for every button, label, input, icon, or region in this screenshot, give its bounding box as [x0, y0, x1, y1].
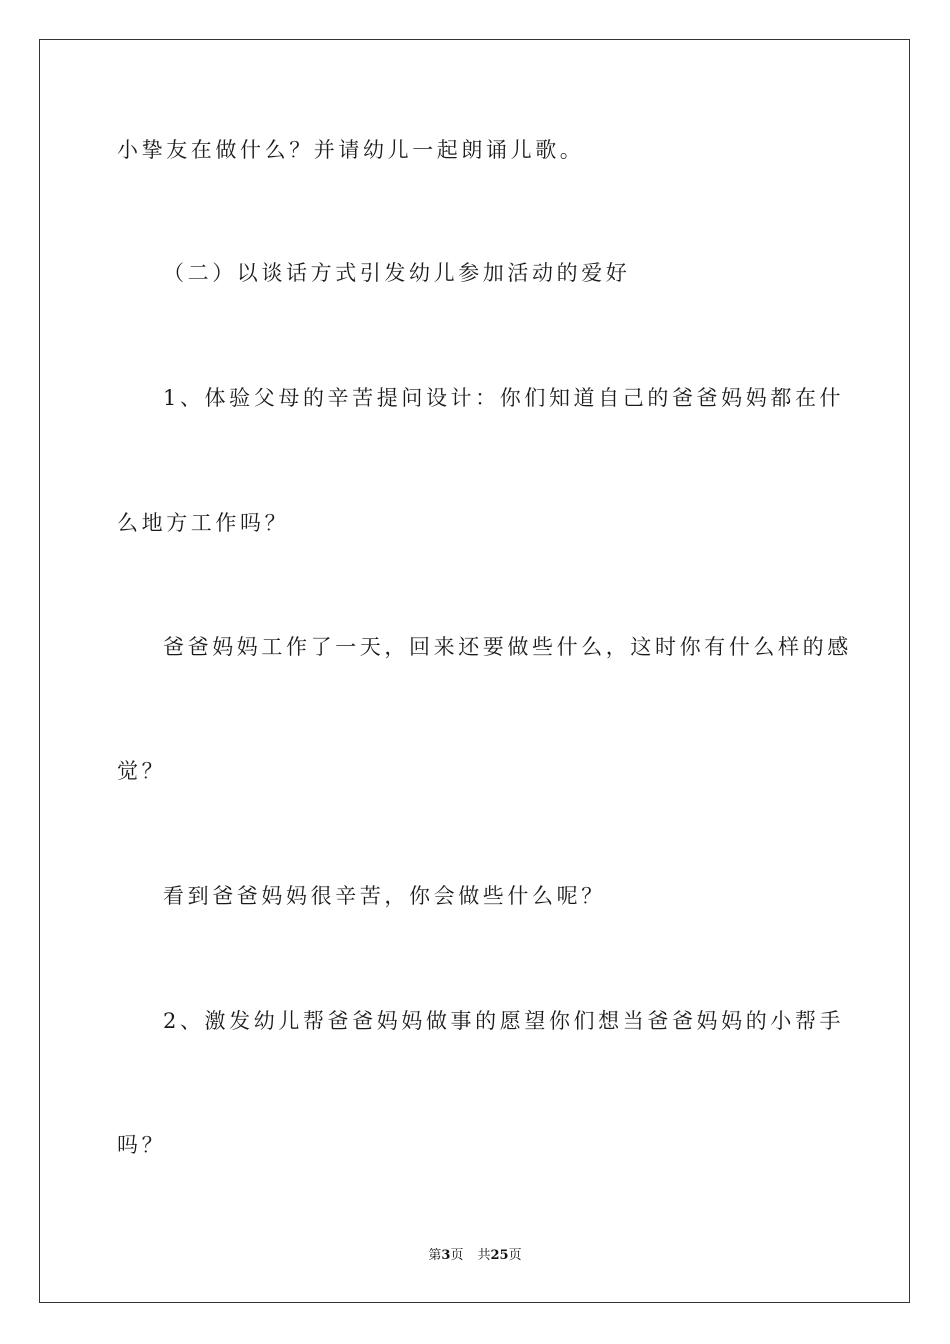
- body-line-9: 吗？: [117, 1133, 167, 1157]
- body-line-3: 1、体验父母的辛苦提问设计：你们知道自己的爸爸妈妈都在什: [163, 386, 845, 410]
- body-line-1: 小挚友在做什么？并请幼儿一起朗诵儿歌。: [117, 138, 585, 162]
- page-footer: [0, 1247, 950, 1265]
- body-line-5: 爸爸妈妈工作了一天，回来还要做些什么，这时你有什么样的感: [163, 635, 852, 659]
- body-line-6: 觉？: [117, 759, 167, 783]
- body-line-4: 么地方工作吗？: [117, 511, 290, 535]
- section-heading: （二）以谈话方式引发幼儿参加活动的爱好: [163, 261, 631, 285]
- page-number: 3: [441, 1248, 451, 1263]
- total-suffix: 页: [508, 1248, 522, 1263]
- total-prefix: 共: [477, 1248, 491, 1263]
- page-prefix: 第: [428, 1248, 442, 1263]
- body-line-7: 看到爸爸妈妈很辛苦，你会做些什么呢？: [163, 884, 606, 908]
- total-pages: 25: [490, 1248, 509, 1263]
- page-suffix: 页: [450, 1248, 464, 1263]
- body-line-8: 2、激发幼儿帮爸爸妈妈做事的愿望你们想当爸爸妈妈的小帮手: [163, 1009, 845, 1033]
- page-border: [39, 39, 910, 1303]
